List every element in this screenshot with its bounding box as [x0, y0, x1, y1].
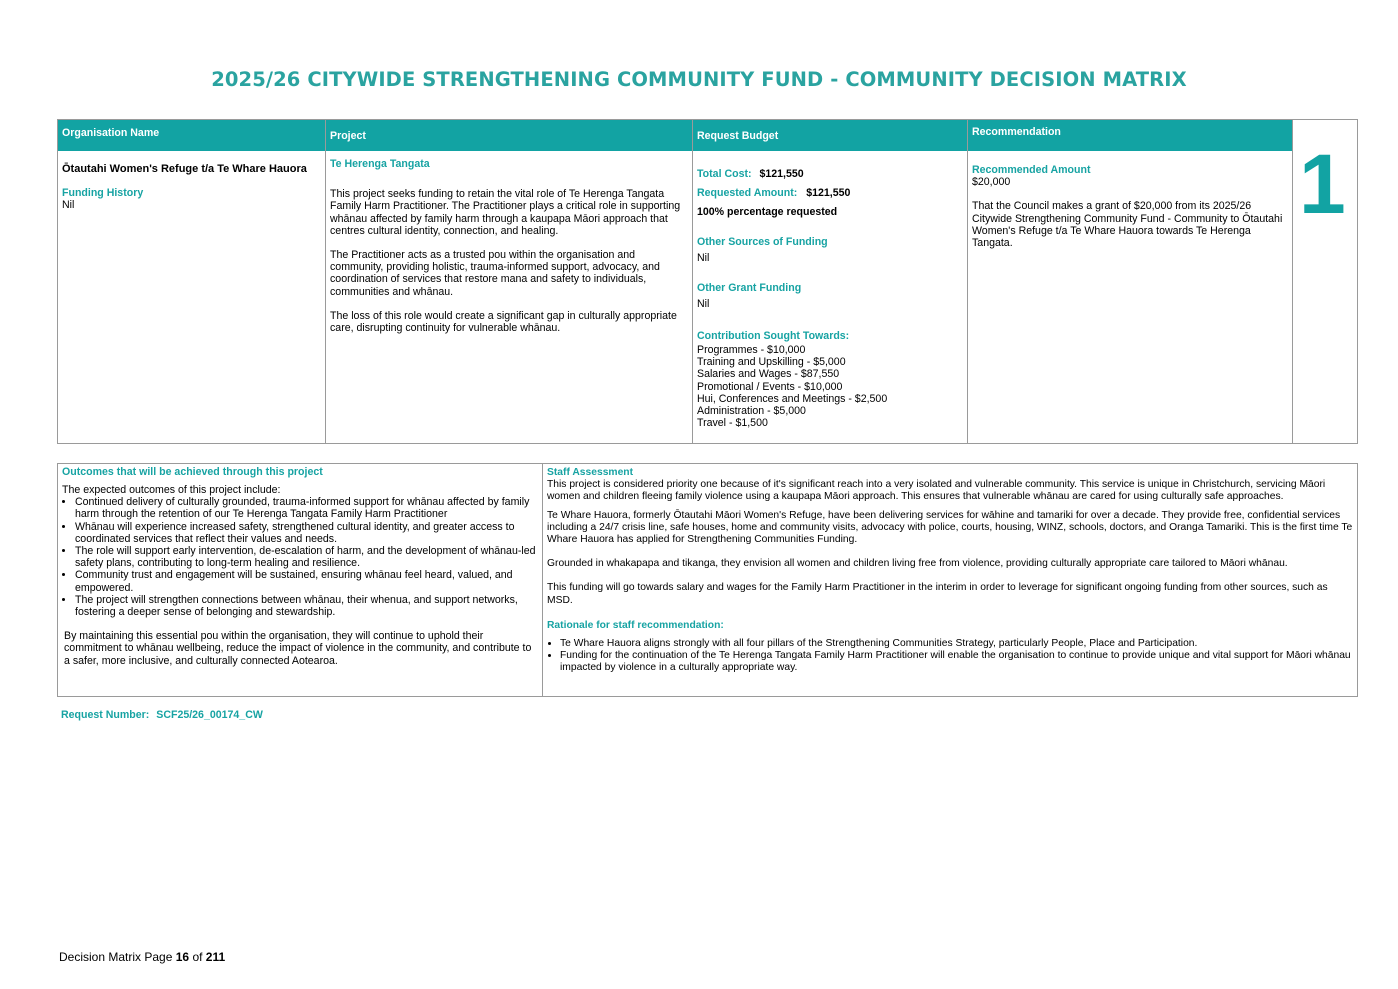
outcome-item: • The role will support early intervention, de-escalation of harm, and the development of whānau-led safety plans, contributing to long-term healing and resilience.: [75, 545, 538, 569]
project-header: Project: [326, 120, 692, 151]
recommendation-column: [968, 120, 1293, 443]
contribution-item: Hui, Conferences and Meetings - $2,500: [697, 392, 888, 405]
decision-summary-table: [57, 119, 1358, 444]
contribution-item: Promotional / Events - $10,000: [697, 380, 843, 393]
project-name: Te Herenga Tangata: [330, 158, 430, 170]
footer-prefix: Decision Matrix Page: [59, 950, 173, 964]
request-number-label: Request Number:: [61, 709, 150, 721]
requested-amount-value: $121,550: [806, 187, 851, 199]
outcome-item: • The project will strengthen connections between whānau, their whenua, and support networks, fostering a deeper sense of belonging and stewardship.: [75, 594, 538, 618]
total-cost-label: Total Cost:: [697, 168, 752, 180]
organisation-name: Ōtautahi Women's Refuge t/a Te Whare Hauora: [62, 163, 307, 175]
contribution-item: Programmes - $10,000: [697, 344, 806, 356]
budget-column: [693, 120, 968, 443]
requested-amount-label: Requested Amount:: [697, 187, 798, 199]
other-grant-value: Nil: [697, 298, 710, 310]
footer-page-number: 16: [175, 950, 190, 964]
outcome-item: • Whānau will experience increased safety, strengthened cultural identity, and greater access to coordinated services that reflect their values and needs.: [75, 521, 538, 545]
other-sources-label: Other Sources of Funding: [697, 236, 828, 248]
footer-total-pages: 211: [205, 950, 226, 964]
contribution-item: Travel - $1,500: [697, 417, 768, 430]
funding-history-value: Nil: [62, 199, 75, 212]
staff-assessment-paragraph: Te Whare Hauora, formerly Ōtautahi Māori Women's Refuge, have been delivering services for wāhine and tamariki for over a decade. They provide free, confidential services including a 24/7 crisis line, safe houses, home and community visits, advocacy with police, courts, housing, WINZ, schools, doctors, and Oranga Tamariki. This is the first time Te Whare Hauora has applied for Strengthening Communities Funding.: [547, 509, 1353, 546]
footer-of: of: [192, 950, 203, 964]
priority-column: [1293, 120, 1358, 443]
other-sources-value: Nil: [697, 252, 710, 264]
staff-assessment-paragraph: This project is considered priority one because of it's significant reach into a very isolated and vulnerable community. This service is unique in Christchurch, servicing Māori women and children fleeing family violence using a kaupapa Māori approach. This ensures that vulnerable whānau are cared for using culturally safe approaches.: [547, 479, 1326, 503]
page-footer: [59, 950, 225, 964]
staff-assessment-section: [543, 464, 1357, 696]
request-number: [61, 709, 263, 721]
page-title: 2025/26 CITYWIDE STRENGTHENING COMMUNITY FUND - COMMUNITY DECISION MATRIX: [211, 68, 1187, 91]
recommendation-text: That the Council makes a grant of $20,000 from its 2025/26 Citywide Strengthening Community Fund - Community to Ōtautahi Women's Refuge t/a Te Whare Hauora towards Te Herenga Tangata.: [972, 200, 1283, 250]
project-description-paragraph: The loss of this role would create a significant gap in culturally appropriate care, disrupting continuity for vulnerable whānau.: [330, 309, 677, 335]
contribution-item: Administration - $5,000: [697, 405, 806, 418]
rationale-heading: Rationale for staff recommendation:: [547, 619, 724, 631]
outcomes-section: [58, 464, 543, 696]
contribution-item: Training and Upskilling - $5,000: [697, 356, 846, 369]
rationale-item: • Te Whare Hauora aligns strongly with all four pillars of the Strengthening Communities Strategy, particularly People, Place and Participation.: [560, 638, 1353, 650]
project-column: [326, 120, 693, 443]
assessment-table: [57, 463, 1358, 697]
contribution-list: [697, 344, 963, 429]
organisation-header: Organisation Name: [58, 120, 325, 151]
staff-assessment-paragraph: Grounded in whakapapa and tikanga, they envision all women and children living free from violence, providing culturally appropriate care tailored to Māori whānau.: [547, 558, 1288, 570]
funding-history-label: Funding History: [62, 187, 144, 200]
outcome-item: • Continued delivery of culturally grounded, trauma-informed support for whānau affected by family harm through the retention of our Te Herenga Tangata Family Harm Practitioner: [75, 496, 538, 520]
recommendation-header: Recommendation: [968, 120, 1292, 151]
staff-assessment-heading: Staff Assessment: [547, 467, 634, 478]
organisation-column: [58, 120, 326, 443]
recommended-amount-label: Recommended Amount: [972, 164, 1091, 176]
outcomes-intro: The expected outcomes of this project include:: [62, 484, 281, 496]
recommended-amount-value: $20,000: [972, 176, 1011, 189]
rationale-list: [547, 638, 1353, 675]
outcomes-heading: Outcomes that will be achieved through this project: [62, 466, 323, 478]
total-cost-value: $121,550: [759, 168, 804, 180]
rationale-item: • Funding for the continuation of the Te Herenga Tangata Family Harm Practitioner will enable the organisation to continue to provide unique and vital support for Māori whānau impacted by violence in a culturally appropriate way.: [560, 650, 1353, 674]
project-description-paragraph: The Practitioner acts as a trusted pou within the organisation and community, providing holistic, trauma-informed support, advocacy, and coordination of services that restore mana and safety to individuals, communities and whānau.: [330, 249, 660, 298]
project-description-paragraph: This project seeks funding to retain the vital role of Te Herenga Tangata Family Harm Practitioner. The Practitioner plays a critical role in supporting whānau affected by family harm through a kaupapa Māori approach that centres cultural identity, connection, and healing.: [330, 188, 681, 237]
request-number-value: SCF25/26_00174_CW: [156, 709, 263, 721]
outcomes-closing: By maintaining this essential pou within the organisation, they will continue to uphold their commitment to whānau wellbeing, reduce the impact of violence in the community, and contribute to a safer, more inclusive, and culturally connected Aotearoa.: [64, 630, 532, 667]
budget-header: Request Budget: [693, 120, 967, 151]
contribution-item: Salaries and Wages - $87,550: [697, 368, 840, 381]
percentage-requested: 100% percentage requested: [697, 206, 838, 218]
priority-number: 1: [1299, 137, 1346, 231]
outcome-item: • Community trust and engagement will be sustained, ensuring whānau feel heard, valued, and empowered.: [75, 569, 538, 593]
outcomes-list: [62, 496, 538, 618]
contribution-label: Contribution Sought Towards:: [697, 330, 850, 342]
other-grant-label: Other Grant Funding: [697, 282, 802, 294]
staff-assessment-paragraph: This funding will go towards salary and wages for the Family Harm Practitioner in the interim in order to leverage for significant ongoing funding from other sources, such as MSD.: [547, 582, 1328, 606]
